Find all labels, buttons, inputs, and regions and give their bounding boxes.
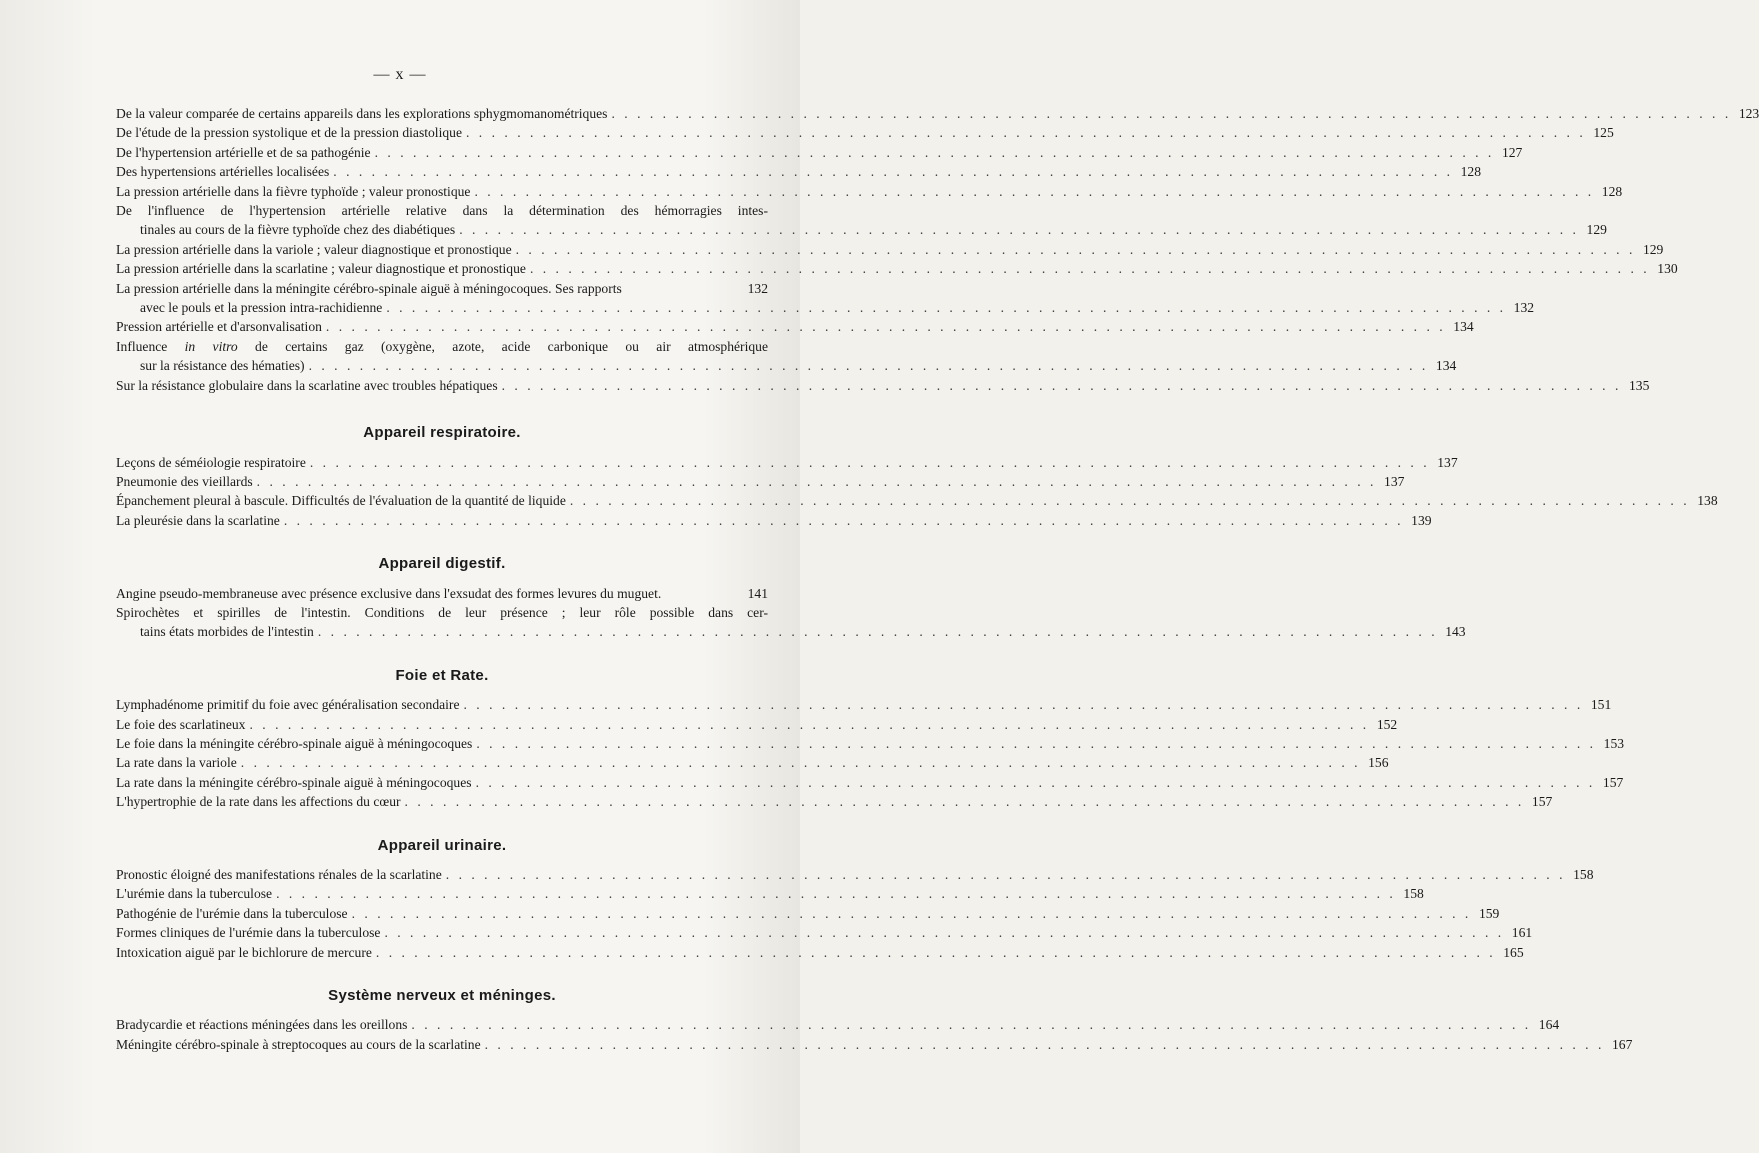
entry-title: La rate dans la variole — [116, 755, 237, 771]
toc-entry-continuation — [116, 298, 1535, 317]
entry-title-continued: sur la résistance des hématies) — [140, 358, 305, 374]
dot-leader — [405, 792, 1525, 811]
entry-title: La pression artérielle dans la fièvre typhoïde ; valeur pronostique — [116, 183, 471, 199]
dot-leader — [284, 511, 1404, 530]
entry-page: 128 — [1460, 164, 1482, 180]
dot-leader — [466, 123, 1586, 142]
page-number: — x — — [373, 66, 427, 83]
toc-entry[interactable] — [116, 182, 1623, 201]
entry-page: 137 — [1384, 473, 1405, 489]
entry-page: 152 — [1376, 716, 1398, 732]
toc-entry-line — [116, 279, 768, 298]
entry-page: 164 — [1538, 1017, 1560, 1033]
dot-leader — [464, 695, 1584, 714]
toc-entry[interactable] — [116, 603, 1466, 642]
dot-leader — [333, 162, 1453, 181]
entry-page: 129 — [1642, 241, 1664, 257]
toc-entry[interactable] — [116, 491, 1718, 510]
toc-entry[interactable] — [116, 472, 1405, 491]
entry-page: 141 — [747, 585, 768, 601]
entry-title-continued: tains états morbides de l'intestin — [140, 624, 314, 640]
entry-title: L'urémie dans la tuberculose — [116, 886, 273, 902]
toc-entry[interactable] — [116, 584, 768, 603]
toc-entry[interactable] — [116, 337, 1457, 376]
entry-title: La pression artérielle dans la scarlatine ; valeur diagnostique et pronostique — [116, 261, 526, 277]
dot-leader — [309, 356, 1429, 375]
entry-page: 127 — [1501, 144, 1523, 160]
entry-title-continued: tinales au cours de la fièvre typhoïde chez des diabétiques — [140, 222, 456, 238]
dot-leader — [318, 622, 1438, 641]
dot-leader — [459, 220, 1579, 239]
dot-leader — [310, 453, 1430, 472]
entry-title: De l'étude de la pression systolique et de la pression diastolique — [116, 125, 462, 141]
toc-entry-continuation — [116, 220, 1607, 239]
toc-entry[interactable] — [116, 162, 1482, 181]
entry-title: Le foie des scarlatineux — [116, 716, 246, 732]
dot-leader — [502, 376, 1622, 395]
toc-entry[interactable] — [116, 279, 1535, 318]
dot-leader — [376, 943, 1496, 962]
toc-entry[interactable] — [116, 453, 1458, 472]
toc-entry[interactable] — [116, 1035, 1633, 1054]
entry-title: La pression artérielle dans la méningite cérébro-spinale aiguë à méningocoques. Ses rapports — [116, 280, 622, 296]
entry-title: Pression artérielle et d'arsonvalisation — [116, 319, 322, 335]
entry-title: De l'hypertension artérielle et de sa pathogénie — [116, 144, 371, 160]
dot-leader — [276, 884, 1396, 903]
entry-page: 137 — [1437, 454, 1458, 470]
dot-leader — [476, 773, 1596, 792]
section-heading: Appareil digestif. — [378, 555, 506, 573]
entry-title: Sur la résistance globulaire dans la scarlatine avec troubles hépatiques — [116, 377, 498, 393]
section-heading: Foie et Rate. — [395, 666, 489, 684]
entry-page: 139 — [1411, 512, 1432, 528]
entry-title: Leçons de séméiologie respiratoire — [116, 454, 306, 470]
entry-page: 156 — [1368, 755, 1389, 771]
entry-title: La rate dans la méningite cérébro-spinale aiguë à méningocoques — [116, 774, 472, 790]
entry-page: 153 — [1603, 735, 1625, 751]
entry-page: 123 — [1738, 106, 1759, 121]
entry-page: 161 — [1511, 925, 1533, 941]
toc-entry[interactable] — [116, 201, 1607, 240]
toc-entry[interactable] — [116, 792, 1553, 811]
entry-title: De l'influence de l'hypertension artérielle relative dans la détermination des hémorragies intes- — [116, 203, 768, 219]
dot-leader — [241, 753, 1361, 772]
entry-title: Spirochètes et spirilles de l'intestin. Conditions de leur présence ; leur rôle possible dans cer- — [116, 604, 768, 620]
entry-page: 134 — [1453, 319, 1474, 335]
dot-leader — [476, 734, 1596, 753]
section-heading: Système nerveux et méninges. — [328, 987, 556, 1005]
entry-page: 157 — [1531, 794, 1553, 810]
toc-entry-continuation — [116, 622, 1466, 641]
toc-entry[interactable] — [116, 240, 1664, 259]
dot-leader — [249, 715, 1369, 734]
entry-page: 138 — [1697, 493, 1718, 509]
entry-title: Formes cliniques de l'urémie dans la tuberculose — [116, 925, 381, 941]
entry-title-continued: avec le pouls et la pression intra-rachidienne — [140, 300, 383, 316]
toc-entry[interactable] — [116, 123, 1614, 142]
table-of-contents — [116, 104, 1759, 1054]
entry-title: Angine pseudo-membraneuse avec présence exclusive dans l'exsudat des formes levures du muguet. — [116, 585, 662, 601]
dot-leader — [411, 1015, 1531, 1034]
dot-leader — [485, 1035, 1605, 1054]
entry-title: Pronostic éloigné des manifestations rénales de la scarlatine — [116, 867, 442, 882]
italic-term: in vitro — [184, 338, 238, 354]
entry-page: 128 — [1601, 183, 1623, 199]
section-heading: Appareil respiratoire. — [363, 424, 521, 442]
dot-leader — [384, 923, 1504, 942]
toc-entry[interactable] — [116, 511, 1432, 530]
dot-leader — [474, 182, 1594, 201]
entry-page: 165 — [1503, 944, 1524, 960]
entry-title: La pleurésie dans la scarlatine — [116, 512, 280, 528]
toc-entry[interactable] — [116, 865, 1594, 884]
entry-page: 132 — [747, 280, 768, 296]
entry-page: 135 — [1628, 377, 1650, 393]
entry-page: 143 — [1445, 624, 1466, 640]
dot-leader — [375, 143, 1495, 162]
entry-title: Influence in vitro de certains gaz (oxygène, azote, acide carbonique ou air atmosphérique — [116, 338, 768, 354]
dot-leader — [446, 865, 1566, 884]
entry-page: 132 — [1513, 300, 1535, 316]
toc-entry[interactable] — [116, 1015, 1560, 1034]
toc-entry[interactable] — [116, 904, 1500, 923]
entry-title: Méningite cérébro-spinale à streptocoques au cours de la scarlatine — [116, 1036, 481, 1052]
entry-title: L'hypertrophie de la rate dans les affections du cœur — [116, 794, 401, 810]
dot-leader — [570, 491, 1690, 510]
toc-entry[interactable] — [116, 884, 1424, 903]
toc-entry-continuation — [116, 356, 1457, 375]
entry-page: 130 — [1657, 261, 1678, 277]
entry-title: Bradycardie et réactions méningées dans les oreillons — [116, 1017, 408, 1033]
entry-title: La pression artérielle dans la variole ; valeur diagnostique et pronostique — [116, 241, 512, 257]
entry-title: Le foie dans la méningite cérébro-spinale aiguë à méningocoques — [116, 735, 473, 751]
entry-title: Lymphadénome primitif du foie avec généralisation secondaire — [116, 697, 460, 713]
dot-leader — [386, 298, 1506, 317]
toc-entry[interactable] — [116, 753, 1389, 772]
toc-entry[interactable] — [116, 943, 1524, 962]
entry-title: Pneumonie des vieillards — [116, 473, 253, 489]
dot-leader — [516, 240, 1636, 259]
entry-page: 157 — [1602, 774, 1624, 790]
entry-page: 129 — [1586, 222, 1607, 238]
entry-page: 158 — [1573, 867, 1594, 882]
entry-title: Épanchement pleural à bascule. Difficultés de l'évaluation de la quantité de liquide — [116, 493, 566, 509]
toc-entry[interactable] — [116, 695, 1612, 714]
entry-page: 158 — [1403, 886, 1424, 902]
entry-title: De la valeur comparée de certains appareils dans les explorations sphygmomanométriques — [116, 106, 608, 121]
section-heading: Appareil urinaire. — [377, 836, 507, 854]
entry-page: 167 — [1611, 1036, 1633, 1052]
entry-title: Intoxication aiguë par le bichlorure de mercure — [116, 944, 372, 960]
toc-entry[interactable] — [116, 143, 1523, 162]
toc-entry[interactable] — [116, 734, 1625, 753]
entry-page: 159 — [1478, 905, 1500, 921]
entry-page: 134 — [1435, 358, 1457, 374]
toc-entry[interactable] — [116, 923, 1533, 942]
entry-title: Pathogénie de l'urémie dans la tuberculose — [116, 905, 348, 921]
entry-page: 125 — [1593, 125, 1614, 141]
dot-leader — [326, 317, 1446, 336]
toc-entry[interactable] — [116, 715, 1398, 734]
toc-entry[interactable] — [116, 317, 1474, 336]
toc-entry[interactable] — [116, 773, 1624, 792]
toc-entry[interactable] — [116, 259, 1678, 278]
dot-leader — [352, 904, 1472, 923]
dot-leader — [257, 472, 1377, 491]
entry-page: 151 — [1590, 697, 1612, 713]
dot-leader — [611, 104, 1731, 123]
entry-title: Des hypertensions artérielles localisées — [116, 164, 330, 180]
dot-leader — [530, 259, 1650, 278]
toc-entry[interactable] — [116, 104, 1759, 123]
toc-entry[interactable] — [116, 376, 1650, 395]
